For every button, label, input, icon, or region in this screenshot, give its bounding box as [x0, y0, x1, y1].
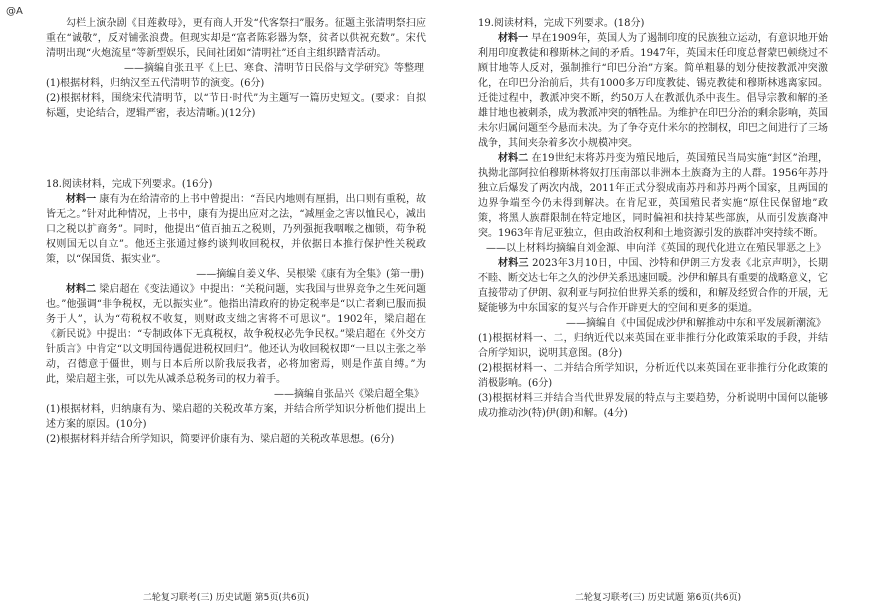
- q19-heading: 19.阅读材料，完成下列要求。(18分): [478, 18, 645, 29]
- q19-material1-text: 早在1909年，英国人为了遏制印度的民族独立运动，有意识地开始利用印度教徒和穆斯林之间的矛盾。1947年，英国末任印度总督蒙巴顿绕过不顾甘地等人反对，强制推行“印巴分治”方案。简单粗暴的划分使按教派冲突激化，在印巴分治前后，共有1000多万印度教徒、锡克教徒和穆斯林逃离家园。迁徙过程中，教派冲突不断，约50万人在教派仇杀中丧生。倡导宗教和解的圣雄甘地也被刺杀，成为教派冲突的牺牲品。为维护在印巴分治的剩余影响，英国未尔归属问题至今悬而未决。为了争夺克什米尔的控制权，印巴之间进行了三场战争，其间夹杂着多次小规模冲突。: [478, 33, 828, 149]
- corner-mark: @A: [6, 6, 23, 17]
- q18-heading: 18.阅读材料，完成下列要求。(16分): [46, 179, 213, 190]
- q19-sub3: (3)根据材料三并结合当代世界发展的特点与主要趋势，分析说明中国何以能够成功推动沙(特)伊(朗)和解。(4分): [478, 393, 828, 419]
- q17-sub1: (1)根据材料，归纳汉至五代清明节的演变。(6分): [46, 78, 265, 89]
- q17-sub2: (2)根据材料，围绕宋代清明节，以“节日·时代”为主题写一篇历史短文。(要求：自拟标题，史论结合，逻辑严密，表达清晰。)(12分): [46, 93, 426, 119]
- q18-sub1: (1)根据材料，归纳康有为、梁启超的关税改革方案，并结合所学知识分析他们提出上述方案的原因。(10分): [46, 404, 426, 430]
- q19-material2-source: ——以上材料均摘编自刘金源、申向洋《英国的现代化进立在殖民罪恶之上》: [486, 243, 826, 254]
- q18-material2: [46, 282, 426, 387]
- question-gap: [46, 121, 426, 177]
- q17-tail-paragraph: 勾栏上演杂剧《目莲救母》，更有商人开发“代客祭扫”服务。征题主张清明祭扫应重在“诚敬”，反对铺张浪费。但现实却是“富者陈彩器为祭，贫者以供祝充数”。宋代清明出现“火炮流星”等新型娱乐，民间社团如“清明社”还自主组织踏青活动。: [46, 18, 426, 59]
- q18-material1-source: ——摘编自姜义华、吴根梁《康有为全集》(第一册): [196, 269, 424, 280]
- q19-material3-label: 材料三: [498, 258, 529, 269]
- left-page: [46, 16, 426, 605]
- q19-material2: [478, 151, 828, 241]
- q19-material3: [478, 256, 828, 316]
- q19-material3-source: ——摘编自《中国促成沙伊和解推动中东和平发展新潮流》: [566, 318, 826, 329]
- q18-material2-label: 材料二: [66, 284, 97, 295]
- q17-source: ——摘编自张丑平《上巳、寒食、清明节日民俗与文学研究》等整理: [124, 63, 424, 74]
- q18-material1-label: 材料一: [66, 194, 97, 205]
- q18-sub2: (2)根据材料并结合所学知识，简要评价康有为、梁启超的关税改革思想。(6分): [46, 434, 395, 445]
- q19-material2-text: 在19世纪末将苏丹变为殖民地后，英国殖民当局实施“封区”治理，执拗北部阿拉伯穆斯林将奴打压南部以非洲本土族裔为主的人群。1956年苏丹独立后爆发了两次内战，2011年正式分裂成南苏丹和苏丹两个国家，且两国的边界争端至今仍未得到解决。在肯尼亚，英国殖民者实施“原住民保留地”政策，将黑人族群限制在特定地区，同时偏袒和扶持某些部族，从而引发族裔冲突。1963年肯尼亚独立，但由政治权利和土地资源引发的族群冲突持续不断。: [478, 153, 828, 239]
- q19-material3-text: 2023年3月10日，中国、沙特和伊朗三方发表《北京声明》，长期不睦、断交达七年之久的沙伊关系迅速回暖。沙伊和解具有重要的战略意义，它直接带动了伊朗、叙利亚与阿拉伯世界关系的缓和，和解及经贸合作的开展，无疑能够为中东国家的复兴与合作开辟更大的空间和更多的渠道。: [478, 258, 828, 314]
- q18-material1-text: 康有为在给清帝的上书中曾提出：“吾民内地则有厘捐，出口则有重税，故皆无之。”针对此种情况，上书中，康有为提出应对之法，“减厘金之害以恤民心，减出口之税以扩商务”。同时，他提出“值百抽五之税则，乃列强扼我咽喉之枷锁，苟争税权则国无以自立”。他还主张通过修约谈判收回税权，并依据日本推行保护性关税政策，以“保国货、振实业”。: [46, 194, 426, 265]
- q19-material2-label: 材料二: [498, 153, 529, 164]
- left-page-footer: 二轮复习联考(三) 历史试题 第5页(共6页): [142, 593, 310, 603]
- q19-sub2: (2)根据材料一、二并结合所学知识，分析近代以来英国在亚非推行分化政策的消极影响。(6分): [478, 363, 828, 389]
- right-page-footer: 二轮复习联考(三) 历史试题 第6页(共6页): [574, 593, 742, 603]
- q19-sub1: (1)根据材料一、二，归纳近代以来英国在亚非推行分化政策采取的手段，并结合所学知识，说明其意图。(8分): [478, 333, 828, 359]
- q19-material1-label: 材料一: [498, 33, 529, 44]
- q18-material1: [46, 192, 426, 267]
- right-page: [478, 16, 828, 605]
- q19-material1: [478, 31, 828, 151]
- q18-material2-text: 梁启超在《变法通议》中提出：“关税问题，实我国与世界竞争之生死问题也。”他强调“非争税权，无以振实业”。他指出清政府的协定税率是“以亡者剩已服而损务于人”，认为“苟税权不收复，则财政支绌之害将不可思议”。1902年，梁启超在《新民说》中提出：“专制政体下无真税权，故争税权必先争民权。”梁启超在《外交方针质言》中肯定“以文明国待遇促进税权回归”。他还认为收回税权即“一旦以主张之举动，召德意于僵世，则与日本后所以阶我辰我者，必将加密焉，则是作茧自缚。”为此，梁启超主张，可以先从减杀总税务司的权力着手。: [46, 284, 426, 385]
- q18-material2-source: ——摘编自张品兴《梁启超全集》: [274, 389, 424, 400]
